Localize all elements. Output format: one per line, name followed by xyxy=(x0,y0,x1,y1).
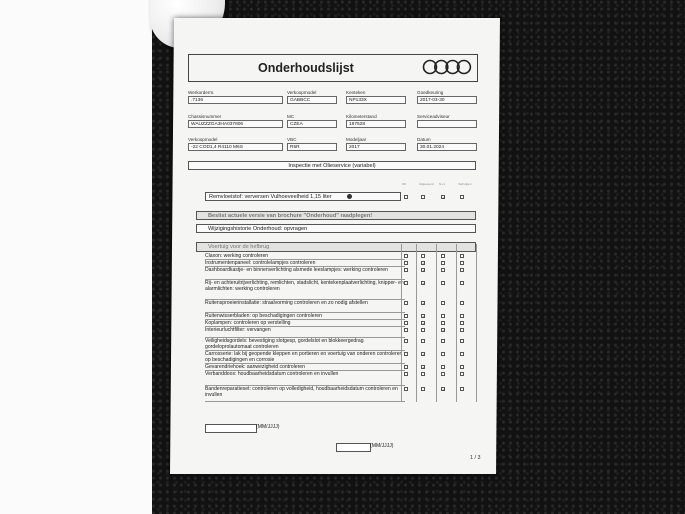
white-surface xyxy=(0,0,152,514)
checkbox[interactable] xyxy=(460,268,464,272)
checkbox[interactable]: ✓ xyxy=(422,314,426,319)
field-value: WAUZZZGA3HA037806 xyxy=(188,120,283,128)
front-section-header xyxy=(196,242,476,252)
checkbox[interactable] xyxy=(421,328,425,332)
grid-line xyxy=(456,244,457,402)
field-label: Kilometerstand xyxy=(346,114,377,119)
column-header: Verholpen xyxy=(458,182,472,186)
checkbox[interactable] xyxy=(404,301,408,305)
task-text: Koplampen: controleren op verstelling xyxy=(205,320,291,326)
checkbox[interactable] xyxy=(421,254,425,258)
checkbox[interactable]: ✓ xyxy=(442,387,446,392)
document-title: Onderhoudslijst xyxy=(258,61,354,75)
checkbox[interactable] xyxy=(404,328,408,332)
grid-line xyxy=(436,244,437,402)
task-row xyxy=(205,320,405,327)
checkbox[interactable]: ✓ xyxy=(422,365,426,370)
field-value: NP133X xyxy=(346,96,406,104)
checkbox[interactable] xyxy=(404,321,408,325)
grid-line xyxy=(401,244,402,402)
checkbox[interactable] xyxy=(441,268,445,272)
checkbox[interactable]: ✓ xyxy=(422,261,426,266)
checkbox[interactable] xyxy=(460,328,464,332)
field-value: 187528 xyxy=(346,120,406,128)
checkbox[interactable] xyxy=(404,314,408,318)
checkbox[interactable] xyxy=(404,372,408,376)
column-header: N.v.t. xyxy=(439,182,446,186)
checkbox[interactable] xyxy=(404,365,408,369)
history-row xyxy=(196,224,476,233)
field-label: VBC xyxy=(287,137,297,142)
checkbox[interactable] xyxy=(441,365,445,369)
checkbox[interactable] xyxy=(404,387,408,391)
checkbox[interactable] xyxy=(404,281,408,285)
checkbox[interactable] xyxy=(441,301,445,305)
task-text: Instrumentenpaneel: controlelampjes controleren xyxy=(205,260,316,266)
checkbox[interactable]: ✓ xyxy=(442,328,446,333)
checkbox[interactable] xyxy=(460,321,464,325)
history-text: Wijzigingshistorie Onderhoud: opvragen xyxy=(208,226,308,232)
checkbox[interactable] xyxy=(460,387,464,391)
first-aid-date-format: (MM/JJJJ) xyxy=(256,424,280,430)
task-text: Veiligheidsgordels: bevestiging slotgesp, gordelslot en blokkeergedrag gordeloprolautomaat controleren xyxy=(205,338,364,351)
brake-fluid-text: Remvloeistof: verversen Vulhoeveelheid 1,15 liter xyxy=(209,194,332,200)
checkbox[interactable] xyxy=(441,339,445,343)
checkbox[interactable] xyxy=(421,387,425,391)
checkbox[interactable] xyxy=(404,195,408,199)
checkbox[interactable] xyxy=(404,339,408,343)
task-row xyxy=(205,327,405,338)
inspection-title: Inspectie met Olieservice (variabel) xyxy=(188,161,476,170)
repair-kit-date-field[interactable] xyxy=(336,443,371,452)
checkbox[interactable] xyxy=(460,261,464,265)
field-label: Verkoopmodel xyxy=(287,90,317,95)
checkbox[interactable] xyxy=(404,268,408,272)
task-row xyxy=(205,300,405,313)
field-label: Kenteken xyxy=(346,90,366,95)
column-header: Uitgevoerd xyxy=(419,182,434,186)
front-section-title: Voertuig voor de hefbrug xyxy=(208,244,270,250)
field-label: Verkoopmodel xyxy=(188,137,218,142)
column-header: OK xyxy=(402,182,407,186)
task-text: Dashboardkastje- en binnenverlichting alsmede leeslampjes: werking controleren xyxy=(205,267,388,273)
checkbox[interactable]: ✓ xyxy=(422,301,426,306)
brochure-note-text: Beslist actuele versie van brochure "Onderhoud" raadplegen! xyxy=(208,213,373,219)
grid-line xyxy=(416,244,417,402)
checkbox[interactable]: ✓ xyxy=(422,321,426,326)
task-row xyxy=(205,364,405,371)
brochure-note xyxy=(196,211,476,220)
filled-marker-icon xyxy=(347,194,352,199)
checkbox[interactable] xyxy=(421,339,425,343)
field-value: 2017 xyxy=(346,143,406,151)
checkbox[interactable] xyxy=(460,352,464,356)
task-text: Bandenreparatieset: controleren op volledigheid, houdbaarheidsdatum controleren en invullen xyxy=(205,386,398,399)
checkbox[interactable] xyxy=(441,281,445,285)
field-value: R5R xyxy=(287,143,337,151)
task-text: Ruitenwisserbladen: op beschadigingen controleren xyxy=(205,313,322,319)
checkbox[interactable] xyxy=(441,261,445,265)
task-row xyxy=(205,260,405,267)
checkbox[interactable]: ✓ xyxy=(422,281,426,286)
task-row xyxy=(205,313,405,320)
field-value: CZEA xyxy=(287,120,337,128)
checkbox[interactable] xyxy=(441,254,445,258)
task-row xyxy=(205,338,405,351)
checkbox[interactable] xyxy=(441,352,445,356)
field-label: Goedkeuring xyxy=(417,90,444,95)
task-text: Claxon: werking controleren xyxy=(205,253,269,259)
checkbox[interactable] xyxy=(441,314,445,318)
repair-kit-date-format: (MM/JJJJ) xyxy=(370,443,394,449)
audi-logo-icon xyxy=(422,58,472,76)
checkbox[interactable] xyxy=(404,254,408,258)
checkbox[interactable] xyxy=(460,365,464,369)
task-row xyxy=(205,280,405,300)
checkbox[interactable] xyxy=(460,254,464,258)
task-text: Interieurluchtfilter: vervangen xyxy=(205,327,271,333)
checkbox[interactable] xyxy=(460,314,464,318)
field-value: .7136 xyxy=(188,96,283,104)
checkbox[interactable] xyxy=(460,372,464,376)
checkbox[interactable] xyxy=(460,339,464,343)
task-row xyxy=(205,253,405,260)
task-text: Carrosserie: lak bij geopende kleppen en portieren en voertuig van onderen controleren op beschadigingen en corrosie xyxy=(205,351,403,364)
field-label: Chassisnummer xyxy=(188,114,222,119)
field-value: 30.01.2024 xyxy=(417,143,477,151)
field-value: -22 COD1,4 R4110 M6S xyxy=(188,143,283,151)
checkbox[interactable] xyxy=(404,352,408,356)
task-row xyxy=(205,371,405,386)
task-text: Ruitensproeierinstallatie: straalvorming controleren en zo nodig afstellen xyxy=(205,300,368,306)
checkbox[interactable] xyxy=(460,281,464,285)
field-label: Datum xyxy=(417,137,431,142)
page-number: 1 / 3 xyxy=(470,455,481,461)
field-value: GABBCC xyxy=(287,96,337,104)
field-label: MC xyxy=(287,114,295,119)
checkbox[interactable] xyxy=(441,372,445,376)
task-text: Gevarendriehoek: aanwezigheid controleren xyxy=(205,364,305,370)
field-label: Modeljaar xyxy=(346,137,367,142)
field-value xyxy=(417,120,477,128)
checkbox[interactable]: ✓ xyxy=(422,268,426,273)
checkbox[interactable] xyxy=(460,195,464,199)
task-text: Verbanddoos: houdbaarheidsdatum controleren en invullen xyxy=(205,371,339,377)
checkbox[interactable] xyxy=(421,195,425,199)
checkbox[interactable]: ✓ xyxy=(422,352,426,357)
task-row xyxy=(205,351,405,364)
task-row xyxy=(205,386,405,402)
checkbox[interactable] xyxy=(404,261,408,265)
checkbox[interactable] xyxy=(460,301,464,305)
field-label: Serviceadviseur xyxy=(417,114,450,119)
task-text: Rij- en achteruitrijverlichting, remlichten, stadslicht, kentekenplaatverlichting, knipper- en alarmlichten: werking controleren xyxy=(205,280,404,293)
checkbox[interactable]: ✓ xyxy=(442,195,446,200)
field-label: Werkorderm. xyxy=(188,90,215,95)
grid-line xyxy=(476,244,477,402)
first-aid-date-field[interactable] xyxy=(205,424,257,433)
brake-fluid-row xyxy=(205,192,401,201)
checkbox[interactable] xyxy=(441,321,445,325)
task-row xyxy=(205,267,405,280)
field-value: 2017-03-30 xyxy=(417,96,477,104)
checkbox[interactable] xyxy=(421,372,425,376)
